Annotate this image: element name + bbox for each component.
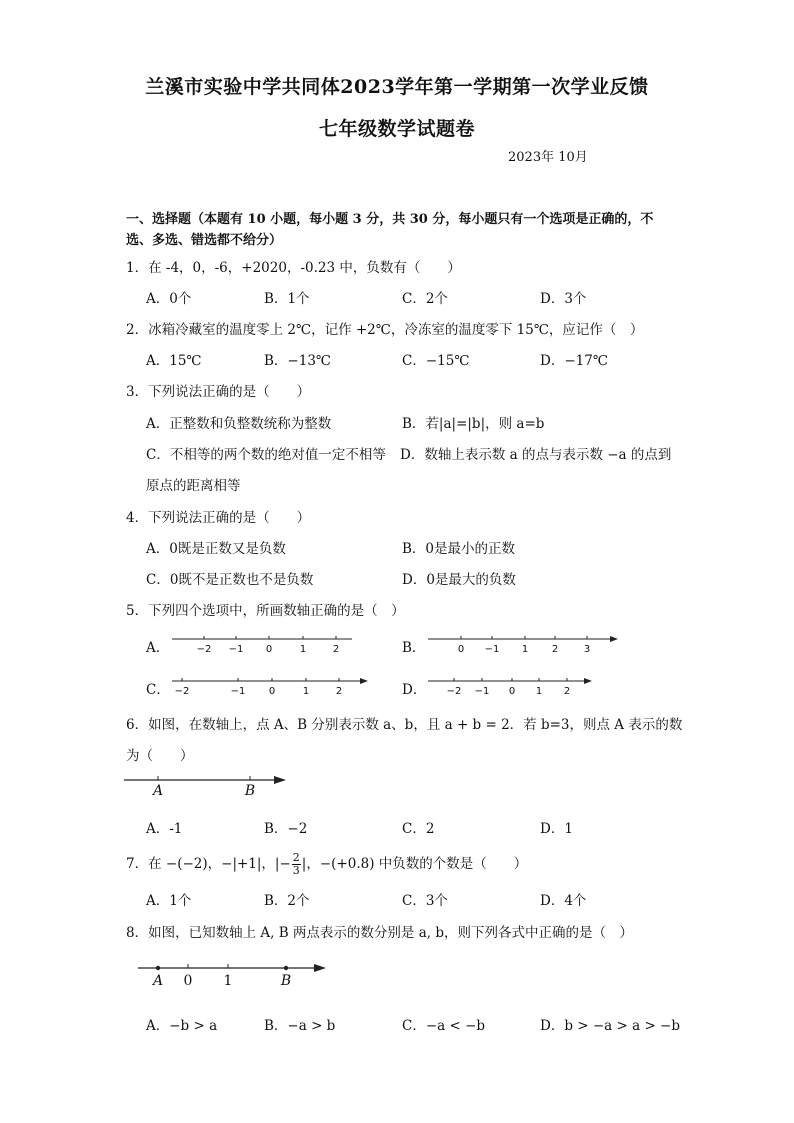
q8-point-b-label: B — [280, 973, 292, 989]
q2-option-a[interactable]: A．15℃ — [146, 353, 202, 369]
q5a-tick-label: 2 — [332, 644, 340, 655]
q5d-tick-label: −2 — [446, 686, 462, 697]
q7-option-b[interactable]: B．2个 — [264, 893, 310, 909]
q7-option-d[interactable]: D．4个 — [540, 893, 587, 909]
q5-option-b[interactable]: B． — [402, 640, 426, 656]
q1-option-c[interactable]: C．2个 — [402, 291, 448, 307]
q7-stem-part2: |，−(+0.8) 中负数的个数是（ ） — [301, 856, 528, 872]
exam-title: 兰溪市实验中学共同体2023学年第一学期第一次学业反馈 — [145, 76, 649, 98]
q3-option-d[interactable]: D．数轴上表示数 a 的点与表示数 −a 的点到 — [400, 447, 672, 463]
exam-subtitle: 七年级数学试题卷 — [318, 118, 475, 140]
question-8-stem: 8．如图，已知数轴上 A, B 两点表示的数分别是 a, b，则下列各式中正确的是（ ） — [126, 925, 633, 941]
q6-option-a[interactable]: A．-1 — [146, 821, 183, 837]
q2-option-d[interactable]: D．−17℃ — [540, 353, 608, 369]
q6-point-b-label: B — [244, 783, 256, 799]
q5-axis-b — [428, 633, 623, 657]
q5b-tick-label: 1 — [521, 644, 529, 655]
q4-option-b[interactable]: B．0是最小的正数 — [402, 541, 516, 557]
q7-stem-part1: 7．在 −(−2)，−|+1|，|− — [126, 856, 291, 872]
q5-axis-a — [172, 633, 357, 657]
q5-option-a[interactable]: A． — [146, 640, 170, 656]
q1-option-d[interactable]: D．3个 — [540, 291, 587, 307]
q4-option-a[interactable]: A．0既是正数又是负数 — [146, 541, 286, 557]
q5b-tick-label: 0 — [457, 644, 465, 655]
q2-option-b[interactable]: B．−13℃ — [264, 353, 332, 369]
q3-option-d-cont: 原点的距离相等 — [146, 478, 241, 494]
q8-option-c[interactable]: C．−a < −b — [402, 1018, 486, 1034]
q8-option-b[interactable]: B．−a > b — [264, 1018, 336, 1034]
q5c-tick-label: 1 — [302, 686, 310, 697]
q6-point-a-label: A — [152, 783, 164, 799]
q5d-tick-label: 0 — [508, 686, 516, 697]
q5d-tick-label: −1 — [474, 686, 490, 697]
q5c-tick-label: 2 — [335, 686, 343, 697]
q4-option-d[interactable]: D．0是最大的负数 — [402, 572, 516, 588]
question-7-stem — [126, 852, 527, 877]
question-4-stem: 4．下列说法正确的是（ ） — [126, 510, 311, 526]
q8-option-d[interactable]: D．b > −a > a > −b — [540, 1018, 681, 1034]
q7-option-a[interactable]: A．1个 — [146, 893, 192, 909]
question-2-stem: 2．冰箱冷藏室的温度零上 2℃，记作 +2℃，冷冻室的温度零下 15℃，应记作（ ） — [126, 322, 644, 338]
section-heading: 一、选择题（本题有 10 小题，每小题 3 分，共 30 分，每小题只有一个选项是正确的，不 — [126, 212, 654, 227]
q7-fraction-den: 3 — [292, 864, 300, 877]
q6-option-d[interactable]: D．1 — [540, 821, 573, 837]
q3-option-b[interactable]: B．若|a|=|b|，则 a=b — [402, 416, 545, 432]
q6-number-line — [124, 772, 294, 802]
q5b-tick-label: 3 — [583, 644, 591, 655]
q3-option-a[interactable]: A．正整数和负整数统称为整数 — [146, 416, 332, 432]
q7-fraction — [292, 852, 301, 877]
q1-option-b[interactable]: B．1个 — [264, 291, 310, 307]
q1-option-a[interactable]: A．0个 — [146, 291, 192, 307]
q5d-tick-label: 2 — [563, 686, 571, 697]
q5a-tick-label: 1 — [299, 644, 307, 655]
q4-option-c[interactable]: C．0既不是正数也不是负数 — [146, 572, 314, 588]
question-3-stem: 3．下列说法正确的是（ ） — [126, 384, 311, 400]
q5c-tick-label: −2 — [174, 686, 190, 697]
exam-date: 2023年 10月 — [508, 150, 588, 165]
q5c-tick-label: 0 — [268, 686, 276, 697]
q2-option-c[interactable]: C．−15℃ — [402, 353, 470, 369]
q5a-tick-label: 0 — [265, 644, 273, 655]
q8-one-label: 1 — [223, 973, 233, 989]
q5d-tick-label: 1 — [535, 686, 543, 697]
q5-axis-d — [428, 675, 598, 699]
question-5-stem: 5．下列四个选项中，所画数轴正确的是（ ） — [126, 603, 405, 619]
q8-zero-label: 0 — [183, 973, 193, 989]
q6-option-c[interactable]: C．2 — [402, 821, 435, 837]
q3-option-c[interactable]: C．不相等的两个数的绝对值一定不相等 — [146, 447, 386, 463]
q5a-tick-label: −1 — [228, 644, 244, 655]
question-1-stem: 1．在 -4，0，-6，+2020，-0.23 中，负数有（ ） — [126, 260, 461, 276]
question-6-stem: 6．如图，在数轴上，点 A、B 分别表示数 a、b，且 a + b = 2．若 b=3，则点 A 表示的数 — [126, 717, 683, 733]
q5-option-c[interactable]: C． — [146, 682, 170, 698]
q5b-tick-label: −1 — [484, 644, 500, 655]
q5-axis-c — [172, 675, 372, 699]
q7-fraction-num: 2 — [292, 851, 300, 864]
q8-number-line — [138, 960, 338, 994]
q8-option-a[interactable]: A．−b > a — [146, 1018, 218, 1034]
question-6-stem-cont: 为（ ） — [126, 748, 194, 764]
q5c-tick-label: −1 — [230, 686, 246, 697]
q5a-tick-label: −2 — [196, 644, 212, 655]
q8-point-a-label: A — [152, 973, 164, 989]
q6-option-b[interactable]: B．−2 — [264, 821, 308, 837]
q7-option-c[interactable]: C．3个 — [402, 893, 448, 909]
section-heading-cont: 选、多选、错选都不给分） — [126, 233, 283, 248]
q5-option-d[interactable]: D． — [402, 682, 427, 698]
q5b-tick-label: 2 — [551, 644, 559, 655]
